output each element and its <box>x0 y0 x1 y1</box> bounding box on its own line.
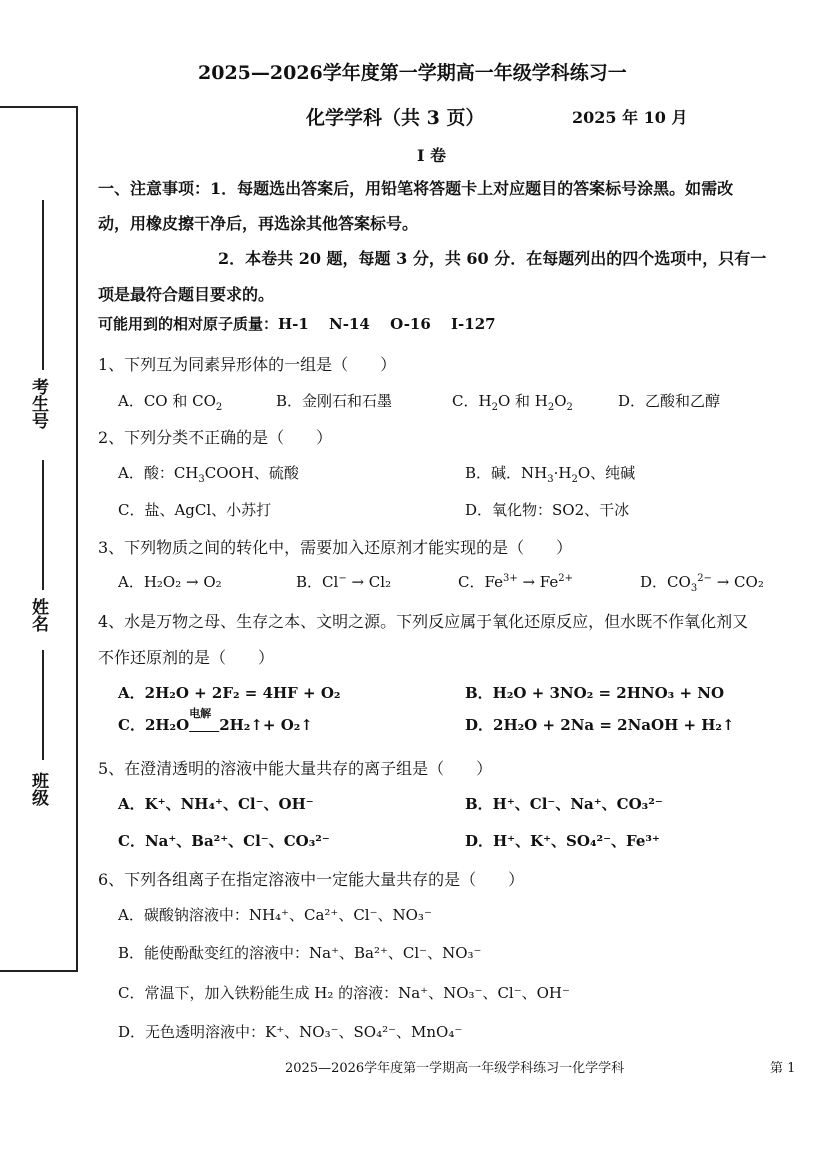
q4-stem-line-2: 不作还原剂的是（ ） <box>98 648 275 667</box>
exam-number-label: 考生号 <box>28 378 48 429</box>
q6-option-c: C．常温下，加入铁粉能生成 H₂ 的溶液：Na⁺、NO₃⁻、Cl⁻、OH⁻ <box>118 984 570 1002</box>
q4-option-c: C．2H₂O 电解 2H₂↑+ O₂↑ <box>118 707 313 734</box>
q6-stem: 6、下列各组离子在指定溶液中一定能大量共存的是（ ） <box>98 870 525 889</box>
binding-margin <box>0 106 78 972</box>
q4-option-a: A．2H₂O + 2F₂ = 4HF + O₂ <box>118 684 341 702</box>
q1-option-c: C．$H_2O$ 和 $H_2O_2$ <box>452 392 573 413</box>
q1-option-d: D．乙酸和乙醇 <box>618 392 721 410</box>
q3-option-a: A．H₂O₂ → O₂ <box>118 573 222 591</box>
q4-stem-line-1: 4、水是万物之母、生存之本、文明之源。下列反应属于氧化还原反应，但水既不作氧化剂又 <box>98 612 749 631</box>
note-1-line-1: 一、注意事项：1．每题选出答案后，用铅笔将答题卡上对应题目的答案标号涂黑。如需改 <box>98 179 734 198</box>
q5-option-b: B．H⁺、Cl⁻、Na⁺、CO₃²⁻ <box>465 795 663 813</box>
q5-option-d: D．H⁺、K⁺、SO₄²⁻、Fe³⁺ <box>465 832 660 850</box>
atomic-masses: 可能用到的相对原子质量：H-1 N-14 O-16 I-127 <box>98 315 496 333</box>
q5-stem: 5、在澄清透明的溶液中能大量共存的离子组是（ ） <box>98 759 493 778</box>
note-2-line-1: 2．本卷共 20 题，每题 3 分，共 60 分．在每题列出的四个选项中，只有一 <box>218 249 767 268</box>
q4-option-b: B．H₂O + 3NO₂ = 2HNO₃ + NO <box>465 684 725 702</box>
volume-label: I 卷 <box>417 146 447 165</box>
q6-option-d: D．无色透明溶液中：K⁺、NO₃⁻、SO₄²⁻、MnO₄⁻ <box>118 1023 463 1041</box>
q3-option-c: C．$Fe^{3+} \to Fe^{2+}$ <box>458 573 574 591</box>
q1-option-a: A．CO 和 $CO_2$ <box>118 392 223 413</box>
q2-option-d: D．氧化物：SO2、干冰 <box>465 501 630 519</box>
q4-option-d: D．2H₂O + 2Na = 2NaOH + H₂↑ <box>465 716 735 734</box>
q5-option-a: A．K⁺、NH₄⁺、Cl⁻、OH⁻ <box>118 795 314 813</box>
q2-option-a: A．酸：$CH_3COOH$、硫酸 <box>118 464 299 485</box>
q2-option-c: C．盐、AgCl、小苏打 <box>118 501 272 519</box>
q2-option-b: B．碱．$NH_3\cdot H_2O$、纯碱 <box>465 464 636 485</box>
note-1-line-2: 动，用橡皮擦干净后，再选涂其他答案标号。 <box>98 214 419 233</box>
class-line <box>42 650 44 760</box>
q2-stem: 2、下列分类不正确的是（ ） <box>98 428 333 447</box>
page-title: 2025—2026学年度第一学期高一年级学科练习一 <box>198 62 627 84</box>
name-label: 姓名 <box>28 598 48 632</box>
note-2-line-2: 项是最符合题目要求的。 <box>98 285 275 304</box>
q3-option-d: D．$CO_3^{2-} \to CO_2$ <box>640 573 764 594</box>
q6-option-b: B．能使酚酞变红的溶液中：Na⁺、Ba²⁺、Cl⁻、NO₃⁻ <box>118 944 482 962</box>
name-line <box>42 460 44 590</box>
q3-stem: 3、下列物质之间的转化中，需要加入还原剂才能实现的是（ ） <box>98 538 573 557</box>
footer-text: 2025—2026学年度第一学期高一年级学科练习一化学学科 <box>285 1061 625 1076</box>
q6-option-a: A．碳酸钠溶液中：NH₄⁺、Ca²⁺、Cl⁻、NO₃⁻ <box>118 906 432 924</box>
page-number: 第 1 <box>770 1061 796 1076</box>
q1-option-b: B．金刚石和石墨 <box>276 392 393 410</box>
q1-stem: 1、下列互为同素异形体的一组是（ ） <box>98 355 397 374</box>
exam-date: 2025 年 10 月 <box>572 108 688 127</box>
q3-option-b: B．Cl− → Cl₂ <box>296 573 392 591</box>
q5-option-c: C．Na⁺、Ba²⁺、Cl⁻、CO₃²⁻ <box>118 832 330 850</box>
class-label: 班级 <box>28 772 48 806</box>
subject-title: 化学学科（共 3 页） <box>306 107 485 129</box>
exam-number-line <box>42 200 44 370</box>
